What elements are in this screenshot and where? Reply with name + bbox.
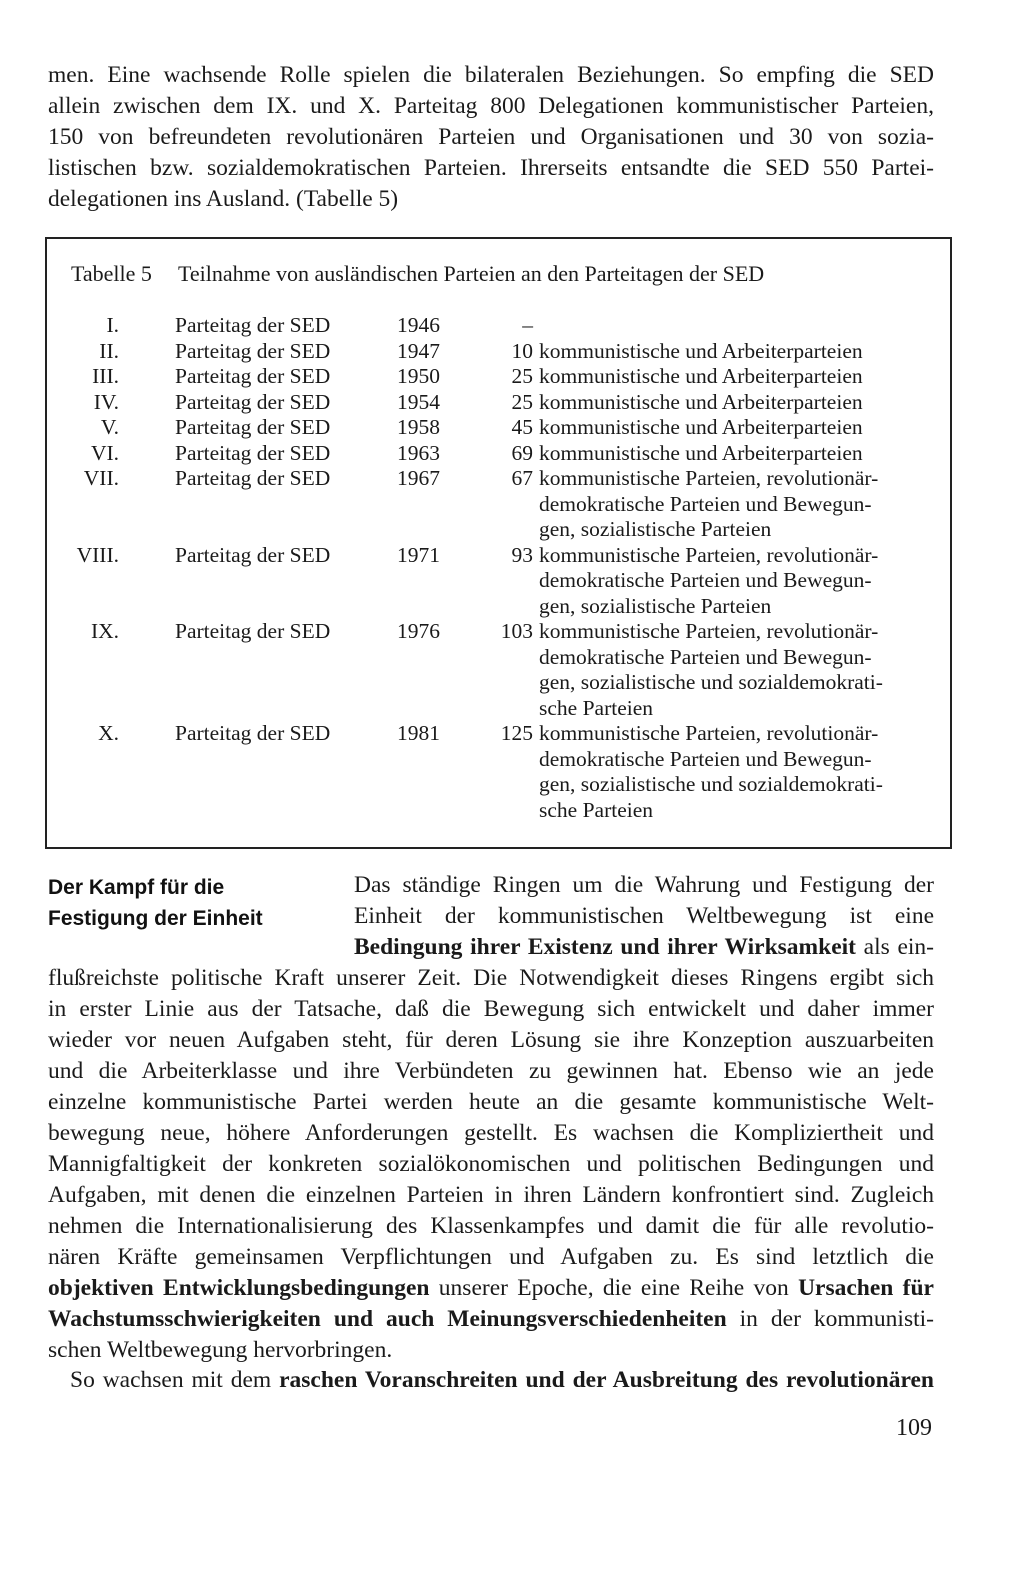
congress-label: Parteitag der SED	[175, 364, 331, 388]
description-line: kommunistische Parteien, revolutionär-	[539, 542, 879, 567]
congress-number: V.	[100, 415, 119, 439]
text-line: einzelne kommunistische Partei werden heute an die gesamte kommunistische Welt-	[48, 1089, 934, 1115]
page-number: 109	[896, 1415, 932, 1441]
congress-number: II.	[99, 338, 119, 363]
party-congress-table	[45, 237, 952, 849]
party-count: 93	[511, 542, 533, 567]
text-line: allein zwischen dem IX. und X. Parteitag 800 Delegationen kommunistischer Parteien,	[48, 93, 934, 119]
party-description	[539, 415, 919, 441]
description-line: gen, sozialistische und sozialdemokrati-	[539, 670, 883, 694]
body-paragraph	[48, 963, 934, 1366]
description-line: demokratische Parteien und Bewegun-	[539, 746, 872, 771]
text-line: 150 von befreundeten revolutionären Parteien und Organisationen und 30 von sozia-	[48, 124, 934, 150]
text-line: wieder vor neuen Aufgaben steht, für deren Lösung sie ihre Konzeption auszuarbeiten	[48, 1027, 934, 1053]
intro-paragraph	[48, 60, 934, 215]
congress-label: Parteitag der SED	[175, 415, 331, 439]
description-line: gen, sozialistische Parteien	[539, 517, 772, 541]
text-line: und die Arbeiterklasse und ihre Verbündeten zu gewinnen hat. Ebenso wie an jede	[48, 1058, 934, 1084]
text-fragment: unserer Epoche, die eine Reihe von	[429, 1275, 799, 1301]
text-line	[48, 1304, 934, 1335]
description-line: demokratische Parteien und Bewegun-	[539, 644, 872, 669]
text-line	[48, 1273, 934, 1304]
party-count: 25	[511, 364, 533, 388]
party-count: 10	[511, 338, 533, 363]
text-line: bewegung neue, höhere Anforderungen gestellt. Es wachsen die Kompliziertheit und	[48, 1120, 934, 1146]
congress-label: Parteitag der SED	[175, 466, 331, 490]
description-line: gen, sozialistische und sozialdemokrati-	[539, 772, 883, 796]
party-description	[539, 466, 919, 543]
text-line: schen Weltbewegung hervorbringen.	[48, 1337, 393, 1363]
party-description	[539, 364, 919, 390]
party-count: 103	[500, 619, 533, 643]
congress-number: VII.	[83, 466, 119, 490]
congress-year: 1947	[397, 338, 440, 363]
congress-label: Parteitag der SED	[175, 338, 331, 363]
text-line	[48, 1365, 934, 1396]
text-line: flußreichste politische Kraft unserer Zeit. Die Notwendigkeit dieses Ringens ergibt sich	[48, 965, 934, 991]
text-line: nehmen die Internationalisierung des Klassenkampfes und damit die für alle revolutio-	[48, 1213, 934, 1239]
text-line: Das ständige Ringen um die Wahrung und Festigung der	[354, 872, 934, 898]
body-paragraph	[48, 1365, 934, 1396]
section-heading	[48, 872, 263, 934]
congress-year: 1967	[397, 466, 440, 490]
party-description	[539, 390, 919, 416]
party-count: 69	[511, 440, 533, 465]
text-fragment: in der kommunisti-	[726, 1306, 934, 1332]
description-line: sche Parteien	[539, 797, 654, 822]
text-line: Mannigfaltigkeit der konkreten sozialökonomischen und politischen Bedingungen und	[48, 1151, 934, 1177]
description-line: gen, sozialistische Parteien	[539, 593, 772, 618]
party-count: 125	[500, 721, 533, 745]
description-line: kommunistische und Arbeiterparteien	[539, 338, 863, 363]
congress-label: Parteitag der SED	[175, 721, 331, 745]
congress-label: Parteitag der SED	[175, 313, 331, 337]
party-count: 25	[511, 389, 533, 414]
emphasis-text: Bedingung ihrer Existenz und ihrer Wirksamkeit	[354, 934, 856, 960]
congress-number: VIII.	[76, 542, 119, 567]
congress-label: Parteitag der SED	[175, 440, 331, 465]
party-count: 45	[511, 415, 533, 439]
text-fragment: als ein-	[855, 934, 934, 960]
congress-label: Parteitag der SED	[175, 619, 331, 643]
congress-number: IX.	[90, 619, 119, 643]
congress-year: 1958	[397, 415, 440, 439]
description-line: demokratische Parteien und Bewegun-	[539, 491, 872, 516]
text-line: listischen bzw. sozialdemokratischen Parteien. Ihrerseits entsandte die SED 550 Partei-	[48, 155, 934, 181]
party-description	[539, 721, 919, 823]
party-description	[539, 543, 919, 620]
description-line: kommunistische und Arbeiterparteien	[539, 415, 863, 439]
congress-number: I.	[106, 313, 119, 337]
emphasis-text: objektiven Entwicklungsbedingungen	[48, 1275, 430, 1301]
emphasis-text: Wachstumsschwierigkeiten und auch Meinungsverschiedenheiten	[48, 1306, 727, 1332]
table-caption	[71, 261, 764, 287]
congress-year: 1963	[397, 440, 440, 465]
description-line: sche Parteien	[539, 695, 654, 720]
congress-label: Parteitag der SED	[175, 542, 331, 567]
congress-number: VI.	[90, 440, 119, 465]
emphasis-text: Ursachen für	[798, 1275, 934, 1301]
congress-year: 1950	[397, 364, 440, 388]
congress-number: X.	[98, 721, 119, 745]
description-line: kommunistische und Arbeiterparteien	[539, 364, 863, 388]
text-line: in erster Linie aus der Tatsache, daß die Bewegung sich entwickelt und daher immer	[48, 996, 934, 1022]
text-line: nären Kräfte gemeinsamen Verpflichtungen und Aufgaben zu. Es sind letztlich die	[48, 1244, 934, 1270]
congress-year: 1981	[397, 721, 440, 745]
description-line: kommunistische und Arbeiterparteien	[539, 440, 863, 465]
congress-year: 1954	[397, 389, 440, 414]
text-line: Aufgaben, mit denen die einzelnen Parteien in ihren Ländern konfrontiert sind. Zugleich	[48, 1182, 934, 1208]
congress-number: III.	[92, 364, 119, 388]
text-line: men. Eine wachsende Rolle spielen die bilateralen Beziehungen. So empfing die SED	[48, 62, 934, 88]
party-description	[539, 619, 919, 721]
text-line	[354, 932, 934, 963]
congress-year: 1976	[397, 619, 440, 643]
description-line: kommunistische Parteien, revolutionär-	[539, 466, 879, 490]
congress-number: IV.	[93, 389, 119, 414]
party-count: 67	[511, 466, 533, 490]
party-description	[539, 441, 919, 467]
table-title: Teilnahme von ausländischen Parteien an den Parteitagen der SED	[178, 261, 765, 286]
section-heading-line: Der Kampf für die	[48, 876, 225, 899]
section-intro	[354, 870, 934, 963]
congress-label: Parteitag der SED	[175, 389, 331, 414]
description-line: kommunistische und Arbeiterparteien	[539, 389, 863, 414]
congress-year: 1971	[397, 542, 440, 567]
text-line: Einheit der kommunistischen Weltbewegung ist eine	[354, 903, 934, 929]
text-line: delegationen ins Ausland. (Tabelle 5)	[48, 186, 399, 212]
party-description	[539, 339, 919, 365]
description-line: demokratische Parteien und Bewegun-	[539, 568, 872, 592]
party-count: –	[522, 313, 533, 337]
description-line: kommunistische Parteien, revolutionär-	[539, 619, 879, 643]
table-number: Tabelle 5	[71, 261, 152, 286]
congress-year: 1946	[397, 313, 440, 337]
description-line: kommunistische Parteien, revolutionär-	[539, 721, 879, 745]
section-heading-line: Festigung der Einheit	[48, 907, 263, 930]
text-fragment: So wachsen mit dem	[70, 1367, 280, 1393]
emphasis-text: raschen Voranschreiten und der Ausbreitung des revolutionären	[279, 1367, 934, 1393]
